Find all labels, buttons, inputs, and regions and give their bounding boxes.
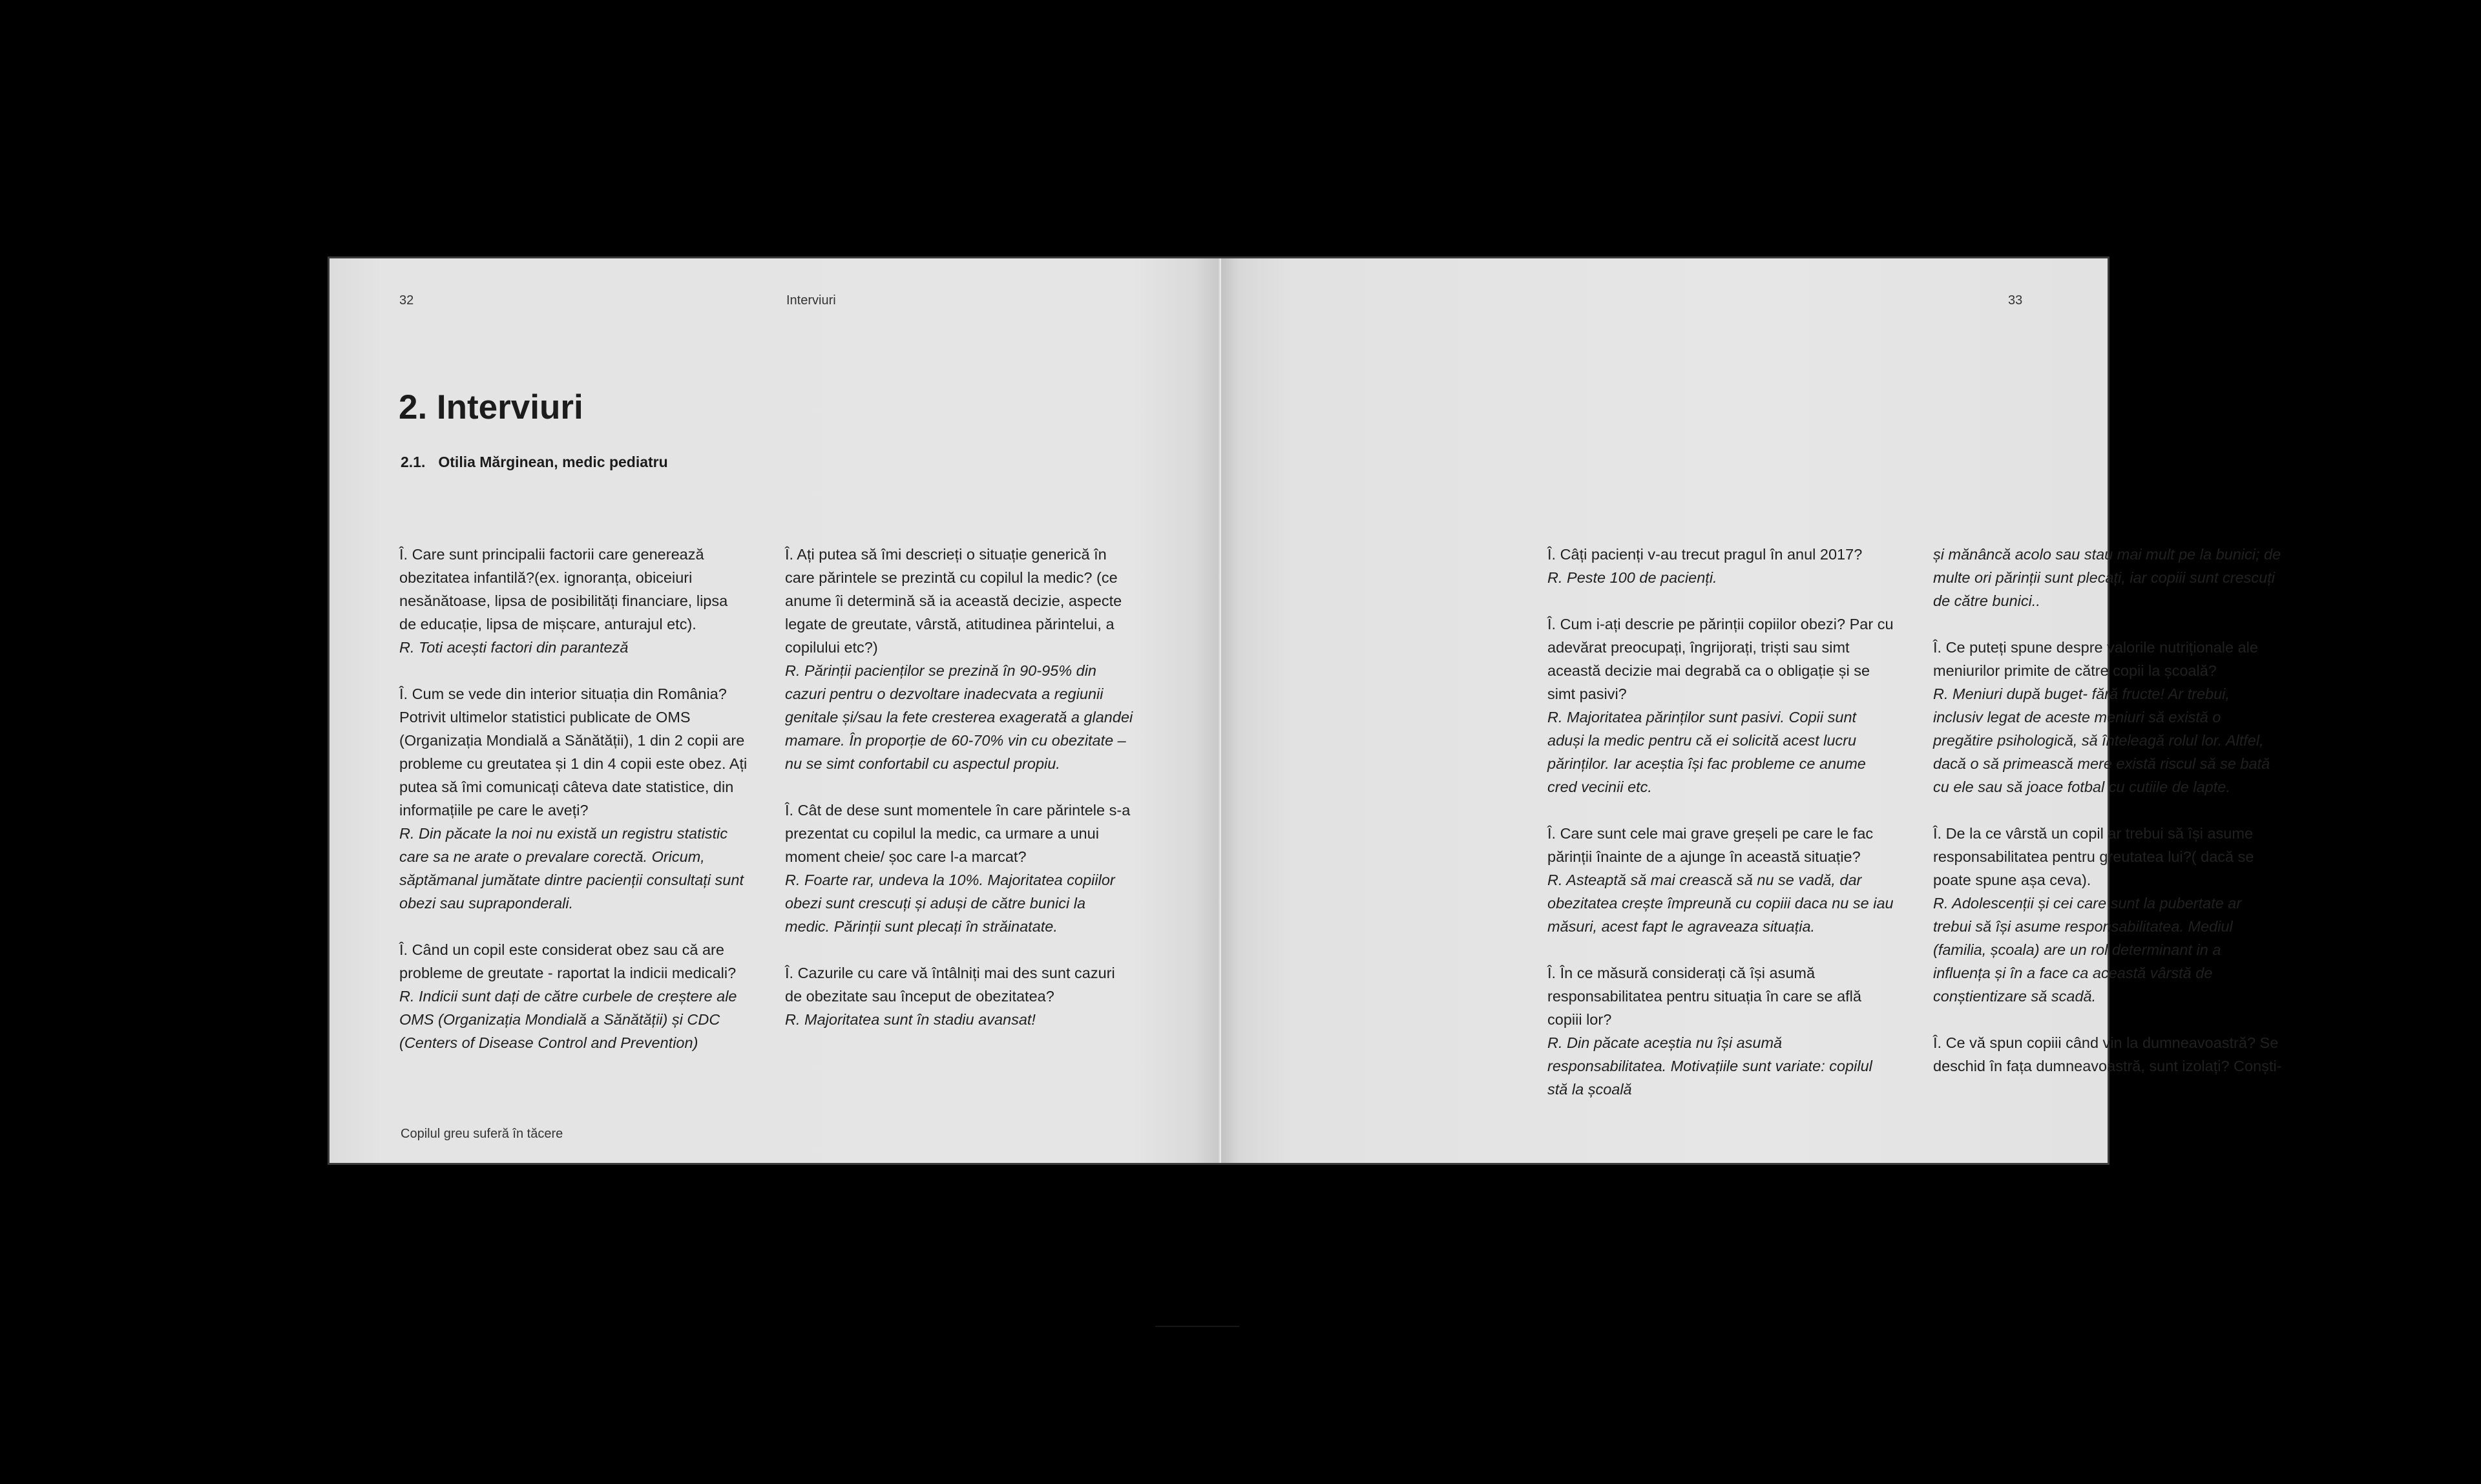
answer: și mănâncă acolo sau stau mai mult pe la bunici; de multe ori părinții sunt plecați, iar copiii sunt crescuți de către bunici.. [1933, 546, 2281, 609]
decorative-line [1155, 1326, 1239, 1327]
left-page-column-1 [399, 543, 748, 1078]
answer: R. Majoritatea părinților sunt pasivi. Copii sunt aduși la medic pentru că ei solicită acest lucru părinților. Iar aceștia își fac probleme ce anume cred vecinii etc. [1547, 709, 1866, 795]
question: Î. Care sunt cele mai grave greșeli pe care le fac părinții înainte de a ajunge în această situație? [1547, 825, 1874, 865]
question: Î. Cum se vede din interior situația din România? Potrivit ultimelor statistici publicate de OMS (Organizația Mondială a Sănătății), 1 din 2 copii are probleme cu greutatea și 1 din 4 copii este obez. Ați putea să îmi comunicați câteva date statistice, din informațiile pe care le aveți? [399, 685, 748, 819]
qa-block [785, 961, 1134, 1031]
question: Î. Ce vă spun copiii când vin la dumneavoastră? Se deschid în fața dumneavoastră, sunt izolați? Conști- [1933, 1034, 2282, 1074]
answer: R. Majoritatea sunt în stadiu avansat! [785, 1011, 1036, 1028]
answer: R. Toti acești factori din paranteză [399, 639, 629, 656]
qa-block [399, 682, 748, 915]
right-page-column-2 [1933, 543, 2282, 1101]
question: Î. Care sunt principalii factorii care generează obezitatea infantilă?(ex. ignoranța, obiceiuri nesănătoase, lipsa de posibilități financiare, lipsa de educație, lipsa de mișcare, anturajul etc). [399, 546, 728, 632]
book-spread [330, 258, 2282, 1163]
chapter-title: 2. Interviuri [399, 388, 583, 426]
qa-block [1933, 543, 2282, 612]
right-page-column-1 [1547, 543, 1896, 1124]
answer: R. Indicii sunt dați de către curbele de creștere ale OMS (Organizația Mondială a Sănătății) și CDC (Centers of Disease Control and Prevention) [399, 988, 737, 1051]
qa-block [1547, 961, 1896, 1101]
left-page [330, 258, 1221, 1163]
qa-block [1547, 612, 1896, 799]
qa-block [785, 543, 1134, 775]
qa-block [1547, 543, 1896, 589]
question: Î. De la ce vârstă un copil ar trebui să își asume responsabilitatea pentru greutatea lui?( dacă se poate spune așa ceva). [1933, 825, 2254, 888]
question: Î. Când un copil este considerat obez sau că are probleme de greutate - raportat la indicii medicali? [399, 941, 737, 981]
qa-block [785, 799, 1134, 938]
question: Î. Cum i-ați descrie pe părinții copiilor obezi? Par cu adevărat preocupați, îngrijorați, triști sau simt această decizie mai degrabă ca o obligație și se simt pasivi? [1547, 616, 1894, 702]
qa-block [1933, 636, 2282, 799]
answer: R. Peste 100 de pacienți. [1547, 569, 1717, 586]
question: Î. Ce puteți spune despre valorile nutriționale ale meniurilor primite de către copii la școală? [1933, 639, 2258, 679]
left-page-column-2 [785, 543, 1134, 1054]
question: Î. În ce măsură considerați că își asumă responsabilitatea pentru situația în care se află copiii lor? [1547, 965, 1861, 1028]
question: Î. Câți pacienți v-au trecut pragul în anul 2017? [1547, 546, 1863, 563]
answer: R. Foarte rar, undeva la 10%. Majoritatea copiilor obezi sunt crescuți și aduși de către bunici la medic. Părinții sunt plecați în străinatate. [785, 872, 1115, 935]
qa-block [1933, 822, 2282, 1008]
page-footer: Copilul greu suferă în tăcere [401, 1127, 563, 1141]
answer: R. Asteaptă să mai crească să nu se vadă, dar obezitatea crește împreună cu copiii daca nu se iau măsuri, acest fapt le agraveaza situația. [1547, 872, 1894, 935]
qa-block [399, 938, 748, 1054]
page-number-left: 32 [399, 293, 414, 308]
right-page [1221, 258, 2282, 1163]
running-header: Interviuri [786, 293, 836, 308]
page-number-right: 33 [2008, 293, 2023, 308]
section-number: 2.1. [401, 454, 426, 470]
qa-block [1547, 822, 1896, 938]
section-title: Otilia Mărginean, medic pediatru [438, 454, 668, 470]
answer: R. Din păcate la noi nu există un registru statistic care sa ne arate o prevalare corectă. Oricum, săptămanal jumătate dintre pacienții consultați sunt obezi sau supraponderali. [399, 825, 744, 912]
section-subtitle [401, 454, 668, 471]
question: Î. Cât de dese sunt momentele în care părintele s-a prezentat cu copilul la medic, ca urmare a unui moment cheie/ șoc care l-a marcat? [785, 802, 1131, 865]
answer: R. Adolescenții și cei care sunt la pubertate ar trebui să își asume responsabilitatea. Mediul (familia, școala) are un rol determinant in a influența și în a face ca această vârstă de conștientizare să scadă. [1933, 895, 2242, 1005]
question: Î. Ați putea să îmi descrieți o situație generică în care părintele se prezintă cu copilul la medic? (ce anume îi determină să ia această decizie, aspecte legate de greutate, vârstă, atitudinea părintelui, a copilului etc?) [785, 546, 1122, 656]
answer: R. Din păcate aceștia nu își asumă responsabilitatea. Motivațiile sunt variate: copilul stă la școală [1547, 1034, 1872, 1098]
qa-block [399, 543, 748, 659]
answer: R. Părinții pacienților se prezină în 90-95% din cazuri pentru o dezvoltare inadecvata a regiunii genitale și/sau la fete cresterea exagerată a glandei mamare. În proporție de 60-70% vin cu obezitate – nu se simt confortabil cu aspectul propiu. [785, 662, 1133, 772]
question: Î. Cazurile cu care vă întâlniți mai des sunt cazuri de obezitate sau început de obezitatea? [785, 965, 1115, 1005]
qa-block [1933, 1031, 2282, 1078]
answer: R. Meniuri după buget- fără fructe! Ar trebui, inclusiv legat de aceste meniuri să există o pregătire psihologică, să înteleagă rolul lor. Altfel, dacă o să primească mere există riscul să se bată cu ele sau să joace fotbal cu cutiile de lapte. [1933, 685, 2270, 795]
